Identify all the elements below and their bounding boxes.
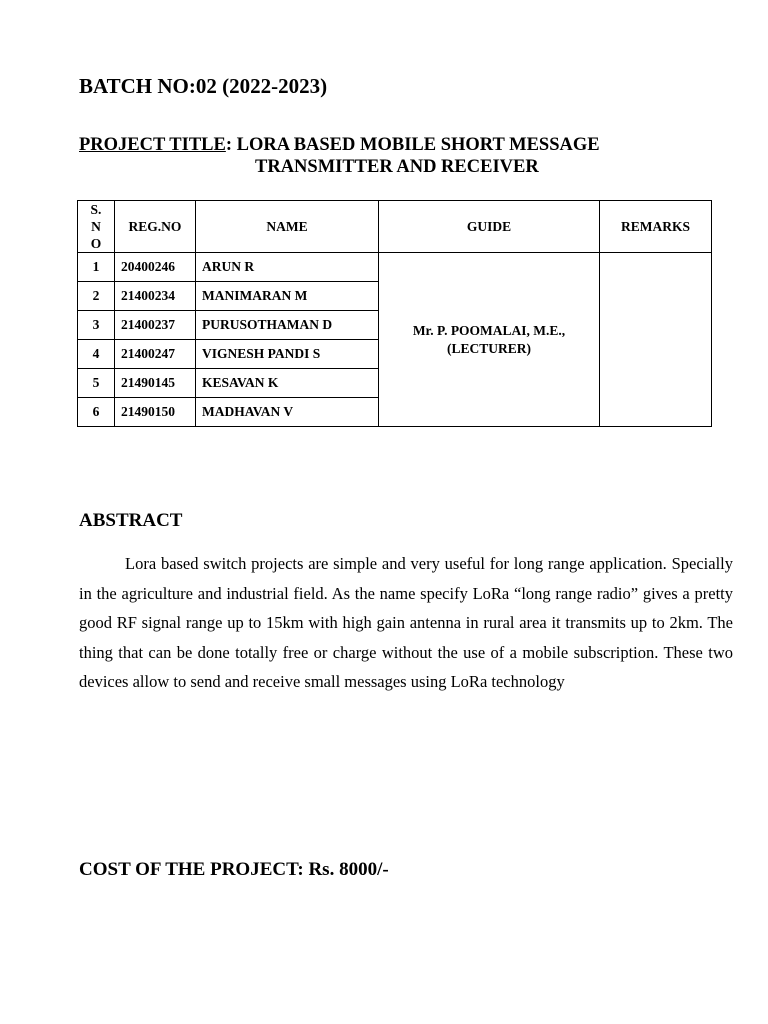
row-sno: 4 [78,340,115,369]
project-cost: COST OF THE PROJECT: Rs. 8000/- [79,859,389,880]
row-reg-no: 21400234 [115,282,196,311]
batch-title: BATCH NO:02 (2022-2023) [79,74,328,98]
row-reg-no: 21490145 [115,369,196,398]
guide-designation: (LECTURER) [446,340,531,356]
project-title-label: PROJECT TITLE [79,135,226,155]
row-name: VIGNESH PANDI S [196,340,379,369]
header-sno: S. N O [78,201,115,253]
table-header-row [78,201,712,253]
row-name: MANIMARAN M [196,282,379,311]
row-name: MADHAVAN V [196,398,379,427]
project-title-line2: TRANSMITTER AND RECEIVER [255,157,539,177]
row-reg-no: 21400237 [115,311,196,340]
row-sno: 3 [78,311,115,340]
project-title [79,134,719,178]
row-sno: 2 [78,282,115,311]
table-row [78,253,712,282]
row-name: KESAVAN K [196,369,379,398]
guide-cell [379,253,600,427]
row-sno: 6 [78,398,115,427]
guide-name: Mr. P. POOMALAI, M.E., [412,322,566,338]
header-remarks: REMARKS [600,201,712,253]
abstract-text: Lora based switch projects are simple and very useful for long range application. Specially in the agriculture and industrial field. As the name specify LoRa “long range radio” gives a pretty good RF signal range up to 15km with high gain antenna in rural area it transmits up to 2km. The thing that can be done totally free or charge without the use of a mobile subscription. These two devices allow to send and receive small messages using LoRa technology [79,554,733,691]
row-reg-no: 21400247 [115,340,196,369]
header-guide: GUIDE [379,201,600,253]
project-title-line1: : LORA BASED MOBILE SHORT MESSAGE [225,135,600,155]
abstract-heading: ABSTRACT [79,510,183,531]
student-table [77,200,712,427]
row-sno: 5 [78,369,115,398]
row-name: PURUSOTHAMAN D [196,311,379,340]
header-name: NAME [196,201,379,253]
row-sno: 1 [78,253,115,282]
row-reg-no: 20400246 [115,253,196,282]
row-name: ARUN R [196,253,379,282]
remarks-cell [600,253,712,427]
row-reg-no: 21490150 [115,398,196,427]
header-reg-no: REG.NO [115,201,196,253]
